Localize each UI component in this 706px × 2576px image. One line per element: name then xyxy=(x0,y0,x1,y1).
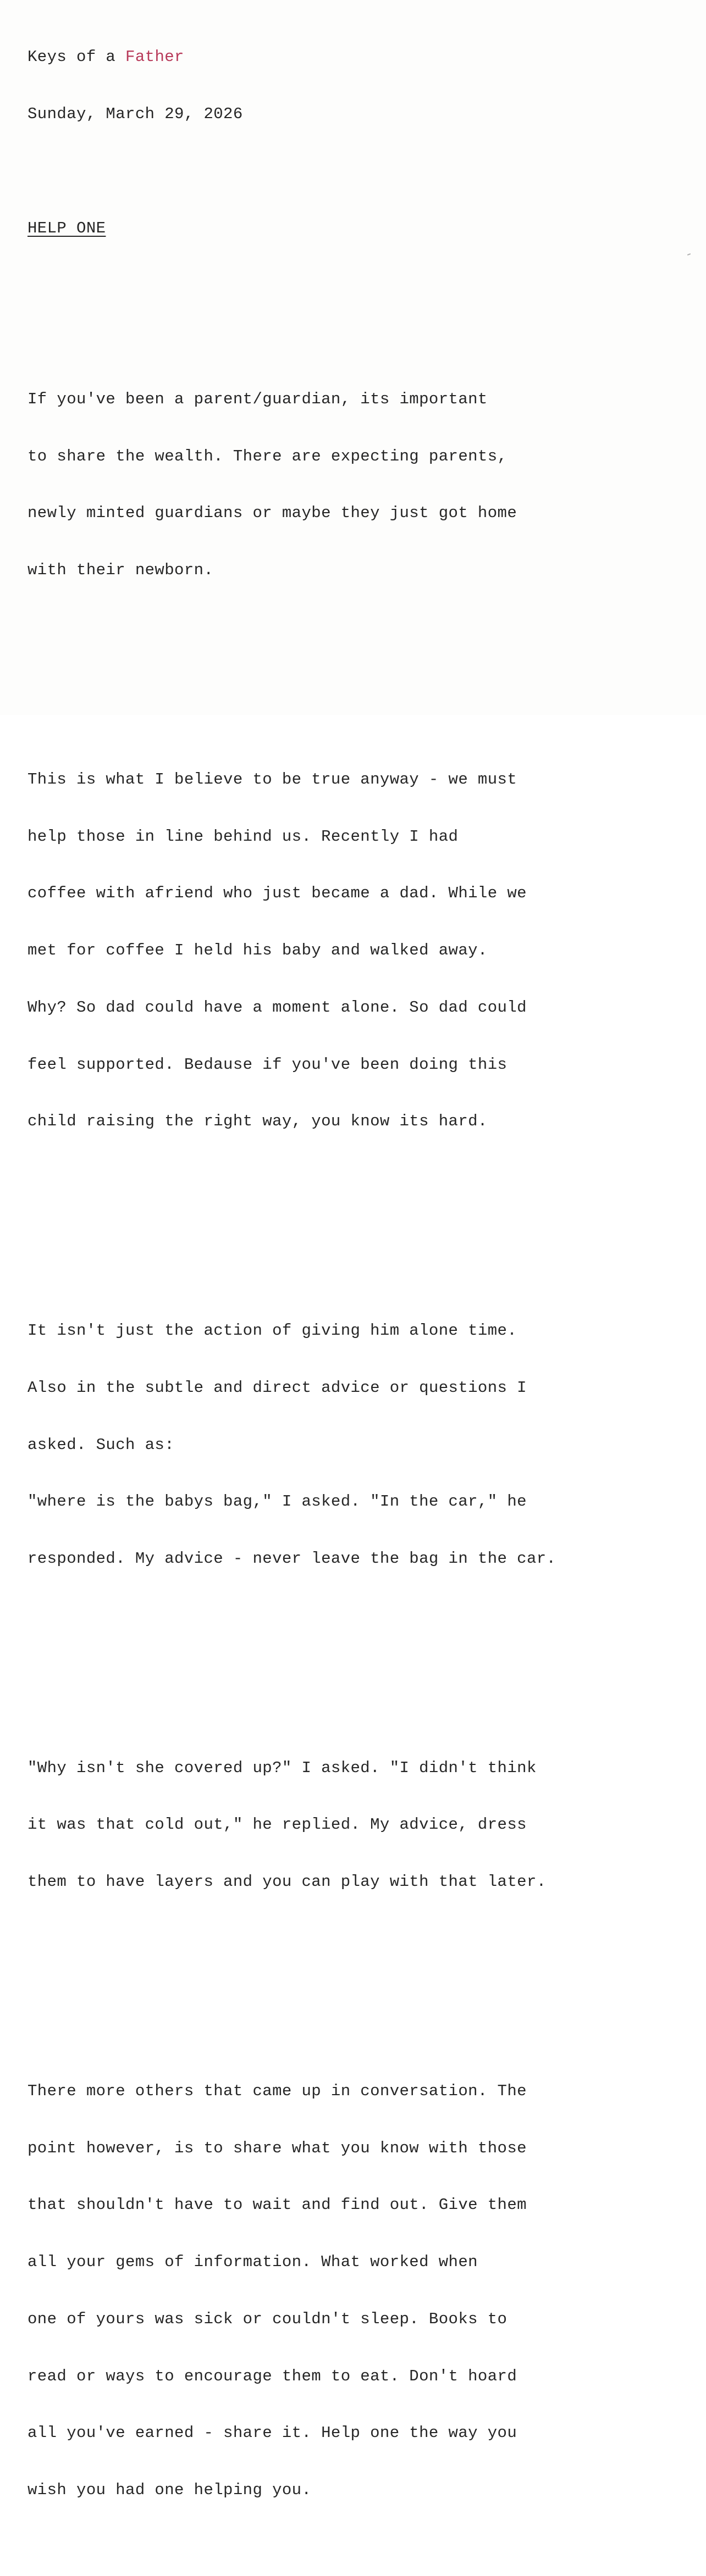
text-line: feel supported. Bedause if you've been doing this xyxy=(27,1055,508,1074)
text-line: newly minted guardians or maybe they just got home xyxy=(27,504,517,523)
text-line: all your gems of information. What worked when xyxy=(27,2253,478,2272)
text-line: Why? So dad could have a moment alone. So dad could xyxy=(27,998,527,1017)
blank-line xyxy=(27,1968,687,1987)
text-line: There more others that came up in conversation. The xyxy=(27,2081,527,2100)
section-heading-line xyxy=(27,219,687,238)
paper-speck xyxy=(687,253,691,256)
text-line: child raising the right way, you know its hard. xyxy=(27,1112,488,1131)
text-line: "where is the babys bag," I asked. "In the car," he xyxy=(27,1492,527,1511)
paragraph-3 xyxy=(27,1284,687,1607)
section-heading: HELP ONE xyxy=(27,219,106,237)
text-line: that shouldn't have to wait and find out. Give them xyxy=(27,2196,527,2214)
blank-line xyxy=(27,656,687,675)
text-line: "Why isn't she covered up?" I asked. "I didn't think xyxy=(27,1758,537,1777)
document-body xyxy=(27,10,687,2576)
title-accent-word: Father xyxy=(125,48,184,66)
paragraph-4 xyxy=(27,1720,687,1930)
paragraph-5 xyxy=(27,2044,687,2538)
title-line xyxy=(27,48,687,67)
text-line: with their newborn. xyxy=(27,561,214,580)
text-line: all you've earned - share it. Help one the way you xyxy=(27,2424,517,2442)
blank-line xyxy=(27,1645,687,1664)
paragraph-2 xyxy=(27,732,687,1170)
text-line: to share the wealth. There are expecting parents, xyxy=(27,447,508,465)
text-line: met for coffee I held his baby and walked away. xyxy=(27,941,488,960)
text-line: If you've been a parent/guardian, its important xyxy=(27,390,488,408)
text-line: help those in line behind us. Recently I had xyxy=(27,827,459,846)
title-prefix: Keys of a xyxy=(27,48,126,66)
text-line: Also in the subtle and direct advice or questions I xyxy=(27,1378,527,1397)
text-line: wish you had one helping you. xyxy=(27,2481,312,2500)
text-line: asked. Such as: xyxy=(27,1435,175,1454)
paragraph-1 xyxy=(27,352,687,618)
date-line: Sunday, March 29, 2026 xyxy=(27,104,243,123)
blank-line xyxy=(27,1207,687,1226)
text-line: It isn't just the action of giving him alone time. xyxy=(27,1321,517,1340)
text-line: coffee with afriend who just became a dad. While we xyxy=(27,884,527,903)
text-line: responded. My advice - never leave the bag in the car. xyxy=(27,1550,556,1568)
text-line: This is what I believe to be true anyway - we must xyxy=(27,770,517,789)
text-line: them to have layers and you can play with that later. xyxy=(27,1873,547,1891)
blank-line xyxy=(27,162,687,181)
text-line: read or ways to encourage them to eat. Don't hoard xyxy=(27,2367,517,2385)
text-line: one of yours was sick or couldn't sleep. Books to xyxy=(27,2309,508,2328)
blank-line xyxy=(27,276,687,295)
text-line: it was that cold out," he replied. My advice, dress xyxy=(27,1816,527,1834)
text-line: point however, is to share what you know with those xyxy=(27,2139,527,2157)
